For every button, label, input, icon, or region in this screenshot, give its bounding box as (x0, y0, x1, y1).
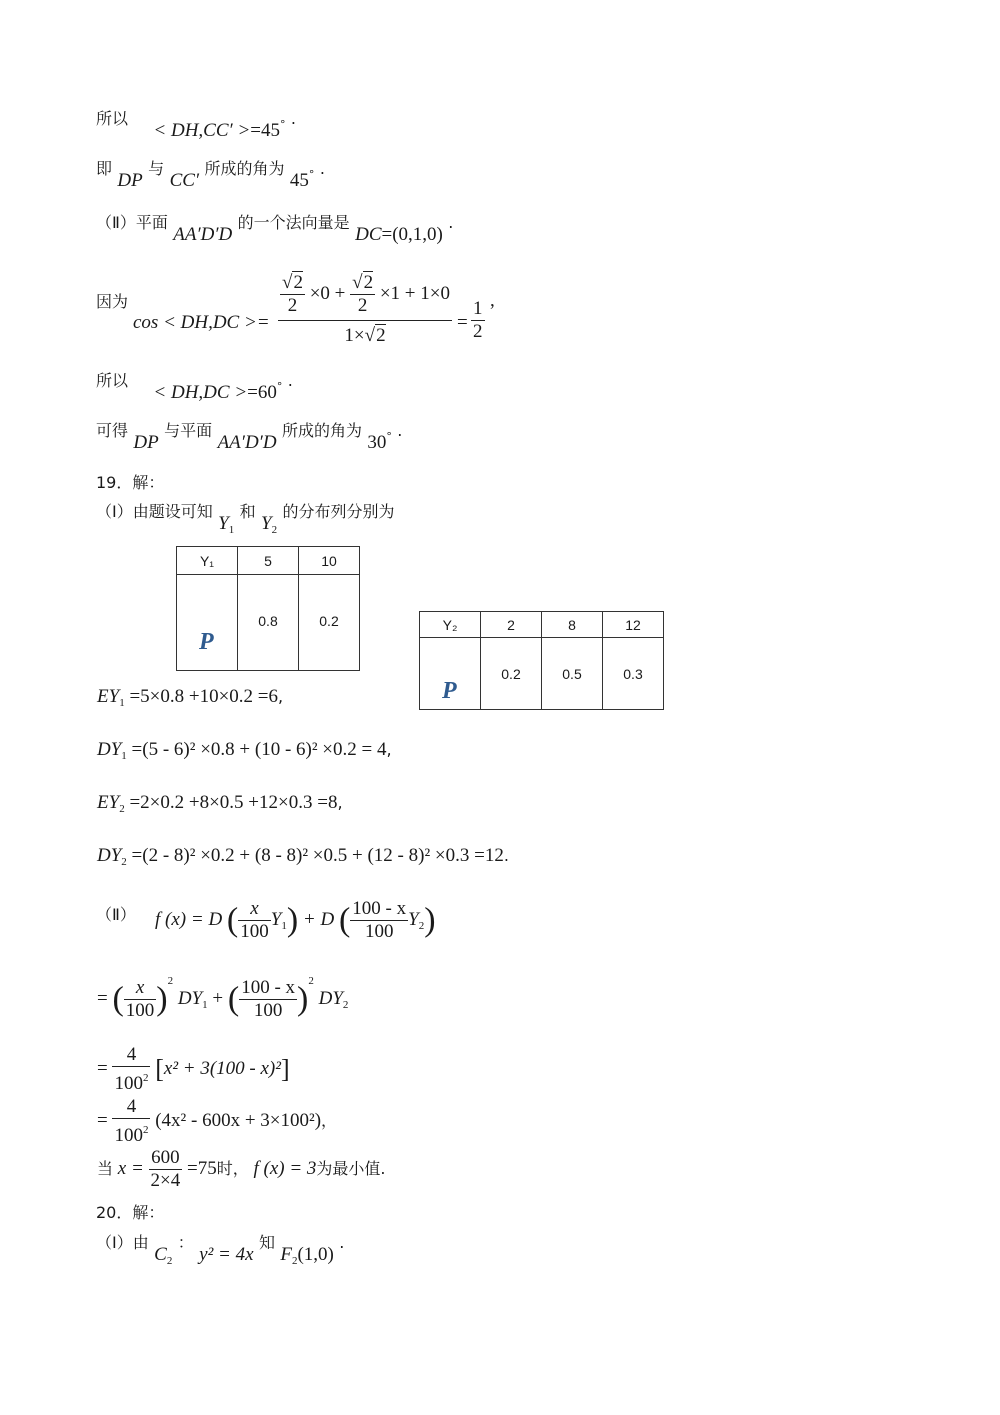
question-19-title: 19．解： (96, 473, 165, 492)
line-normal-vector (96, 210, 454, 245)
question-20-title: 20．解： (96, 1203, 165, 1222)
math-plane: AA′D′D (173, 224, 233, 245)
fraction-denominator: 1×√2 (344, 325, 386, 346)
degree: ° (279, 118, 286, 131)
table-cell: 0.3 (603, 638, 664, 710)
conclusion-line: 当 x = $\frac{600}{2\times 4}$ =75时， f (x) = 3为最小值. (97, 1147, 386, 1191)
table-cell: 0.2 (299, 575, 360, 671)
text: 所成的角为 (204, 159, 285, 178)
table-cell: 0.8 (238, 575, 299, 671)
table-cell: 0.5 (542, 638, 603, 710)
period: . (319, 159, 325, 178)
equation-fx: f (x) = D ( $\frac{x}{100}$ $Y_1) + D$ ( $\frac{100 - x}{100}$ $Y_2$) (155, 898, 436, 942)
table-header: 5 (238, 547, 299, 575)
period: . (287, 371, 293, 390)
equation-step2: = $\frac{4}{100^2}$ [x² + 3(100 - x)²] (97, 1044, 290, 1094)
math-value: =45 (250, 120, 280, 141)
table-cell: 0.2 (481, 638, 542, 710)
text: 即 (96, 159, 113, 178)
text: 与 (148, 159, 165, 178)
math-result-fraction: $\frac{1}{2}$ (473, 298, 483, 342)
equation-ey1: $EY_1 =5\times 0.8 +10\times 0.2 =6$, (97, 686, 284, 709)
part2-label: （Ⅱ） (96, 905, 136, 924)
line-angle-dp-plane: 可得 DP 与平面 AA′D′D 所成的角为 30° . (96, 421, 403, 453)
text: 的一个法向量是 (237, 213, 350, 232)
text: （Ⅱ）平面 (96, 213, 168, 232)
comma: , (490, 290, 495, 311)
text: 所以 (96, 109, 129, 128)
math-value: 30 (367, 432, 387, 453)
period: . (290, 109, 296, 128)
equation-dy1: $DY_1 =(5 - 6)^2 \times 0.8 + (10 - 6)^2 \times 0.2 = 4$, (97, 739, 392, 762)
degree: ° (276, 380, 283, 393)
equation-step1: = ( $\frac{x}{100}$ )$^2$ $DY_1$ + ( $\frac{100 - x}{100}$ )$^2$ $DY_2$ (97, 975, 349, 1022)
equation-ey2: $EY_2 =2\times 0.2 +8\times 0.5 +12\times 0.3 =8$, (97, 792, 343, 815)
table-p-label-cell (177, 575, 238, 671)
degree: ° (308, 168, 315, 181)
math-value: =60 (247, 382, 277, 403)
line-angle-dh-cc (96, 106, 296, 141)
table-header: 12 (603, 612, 664, 638)
math-lhs: < DH,DC > (153, 382, 248, 403)
math-cc: CC′ (169, 170, 200, 191)
line-angle-dp-cc (96, 156, 325, 191)
text-because: 因为 (96, 292, 129, 311)
question-20-part1: （Ⅰ）由 $C_2$ ： y² = 4x 知 $F_2(1,0)$ . (96, 1233, 345, 1267)
math-dp: DP (133, 432, 159, 453)
equation-dy2: $DY_2 =(2 - 8)^2 \times 0.2 + (8 - 8)^2 \times 0.5 + (12 - 8)^2 \times 0.3 =12$. (97, 845, 509, 868)
question-19-part1: （Ⅰ）由题设可知 $Y_1$ 和 $Y_2$ 的分布列分别为 (96, 502, 395, 536)
math-equals: = (457, 312, 468, 333)
period: . (448, 213, 454, 232)
equation-step3: = $\frac{4}{100^2}$ (4x² - 600x + 3×100²)， (97, 1096, 338, 1146)
distribution-table-y2 (419, 611, 664, 710)
math-value: =(0,1,0) (381, 224, 443, 245)
math-dp: DP (117, 170, 143, 191)
distribution-table-y1 (176, 546, 360, 671)
table-p-label-cell (420, 638, 481, 710)
degree: ° (386, 430, 392, 443)
p-label: P (442, 678, 457, 704)
math-vector: DC (355, 224, 382, 245)
table-header: 2 (481, 612, 542, 638)
math-plane: AA′D′D (217, 432, 277, 453)
math-lhs: < DH,CC′ > (153, 120, 251, 141)
math-value: 45 (289, 170, 309, 191)
table-header: 8 (542, 612, 603, 638)
line-angle-dh-dc: 所以 < DH,DC >=60° . (96, 371, 293, 403)
period: . (397, 421, 403, 440)
p-label: P (199, 629, 214, 655)
table-header: 10 (299, 547, 360, 575)
table-header: Y₂ (420, 612, 481, 638)
math-cos-fraction (278, 272, 452, 347)
math-cos-lhs: cos < DH,DC >= (133, 312, 270, 333)
fraction-numerator: $\frac{√2}{2}$ ×0 + $\frac{√2}{2}$ ×1 + 1×0 (278, 272, 452, 321)
table-header: Y₁ (177, 547, 238, 575)
